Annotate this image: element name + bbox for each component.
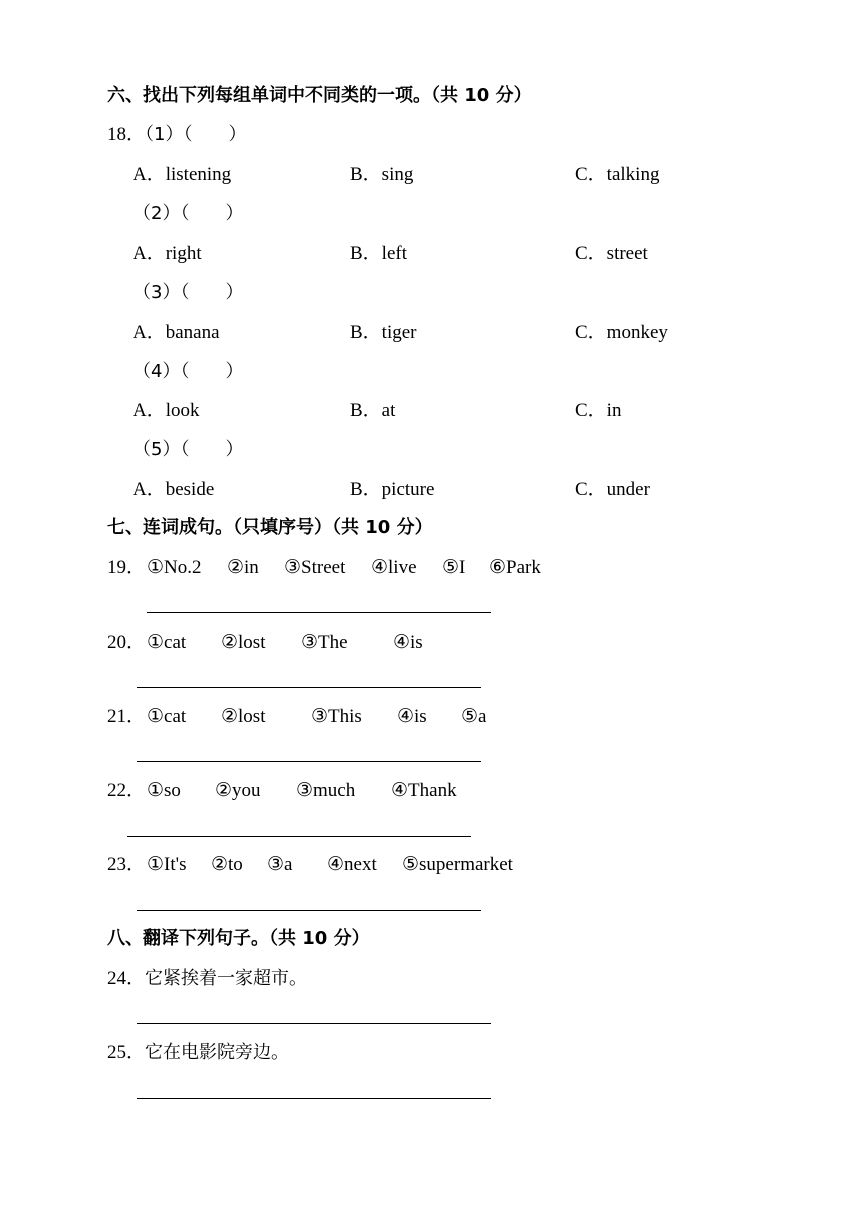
question-number: 24． (107, 968, 146, 989)
question-number: 23． (107, 854, 146, 875)
group-5-options (0, 478, 860, 502)
word-token: ④Thank (391, 780, 457, 801)
word-token: ①cat (147, 632, 187, 653)
word-token: ⑥Park (489, 557, 541, 578)
option-b: B．at (350, 400, 396, 421)
answer-line-21[interactable] (137, 761, 481, 762)
word-token: ①cat (147, 706, 187, 727)
word-token: ②to (211, 854, 243, 875)
word-token: ③Street (284, 557, 346, 578)
option-b: B．tiger (350, 322, 417, 343)
group-1-label: （1）（ ） (145, 124, 247, 145)
answer-line-23[interactable] (137, 910, 481, 911)
question-number: 19． (107, 557, 146, 578)
option-b: B．picture (350, 479, 435, 500)
word-token: ⑤I (442, 557, 466, 578)
word-token: ③much (296, 780, 356, 801)
group-2-options (0, 242, 860, 266)
word-token: ①so (147, 780, 181, 801)
group-3-options (0, 321, 860, 345)
option-c: C．in (575, 400, 622, 421)
option-a: A．look (133, 400, 200, 421)
option-a: A．listening (133, 164, 232, 185)
group-5-label: （5）（ ） (133, 439, 244, 460)
answer-line-25[interactable] (137, 1098, 491, 1099)
word-token: ③The (301, 632, 348, 653)
word-token: ⑤supermarket (402, 854, 513, 875)
option-a: A．beside (133, 479, 215, 500)
option-a: A．right (133, 243, 202, 264)
option-c: C．under (575, 479, 650, 500)
section-8-title: 八、翻译下列句子。（共 10 分） (107, 928, 370, 949)
question-18-header (107, 123, 246, 147)
group-2-label: （2）（ ） (133, 203, 244, 224)
group-4-label: （4）（ ） (133, 361, 244, 382)
answer-line-24[interactable] (137, 1023, 491, 1024)
group-4-options (0, 399, 860, 423)
option-b: B．left (350, 243, 407, 264)
question-number: 20． (107, 632, 146, 653)
question-text: 它在电影院旁边。 (145, 1042, 290, 1063)
section-7-title: 七、连词成句。（只填序号）（共 10 分） (107, 517, 433, 538)
word-token: ②you (215, 780, 261, 801)
question-18-number: 18． (107, 124, 146, 145)
word-token: ④live (371, 557, 417, 578)
word-token: ③a (267, 854, 293, 875)
option-c: C．monkey (575, 322, 668, 343)
option-c: C．talking (575, 164, 660, 185)
answer-line-20[interactable] (137, 687, 481, 688)
question-number: 22． (107, 780, 146, 801)
word-token: ②lost (221, 632, 266, 653)
answer-line-19[interactable] (147, 612, 491, 613)
word-token: ④next (327, 854, 377, 875)
question-25 (107, 1041, 289, 1065)
section-6-title: 六、找出下列每组单词中不同类的一项。（共 10 分） (107, 85, 532, 106)
word-token: ③This (311, 706, 362, 727)
question-24 (107, 967, 307, 991)
option-a: A．banana (133, 322, 220, 343)
word-token: ①No.2 (147, 557, 202, 578)
word-token: ④is (393, 632, 423, 653)
word-token: ⑤a (461, 706, 487, 727)
group-1-options (0, 163, 860, 187)
question-number: 21． (107, 706, 146, 727)
question-text: 它紧挨着一家超市。 (145, 968, 308, 989)
word-token: ①It's (147, 854, 187, 875)
word-token: ②in (227, 557, 259, 578)
option-c: C．street (575, 243, 648, 264)
word-token: ②lost (221, 706, 266, 727)
option-b: B．sing (350, 164, 414, 185)
group-3-label: （3）（ ） (133, 282, 244, 303)
word-token: ④is (397, 706, 427, 727)
question-number: 25． (107, 1042, 146, 1063)
answer-line-22[interactable] (127, 836, 471, 837)
